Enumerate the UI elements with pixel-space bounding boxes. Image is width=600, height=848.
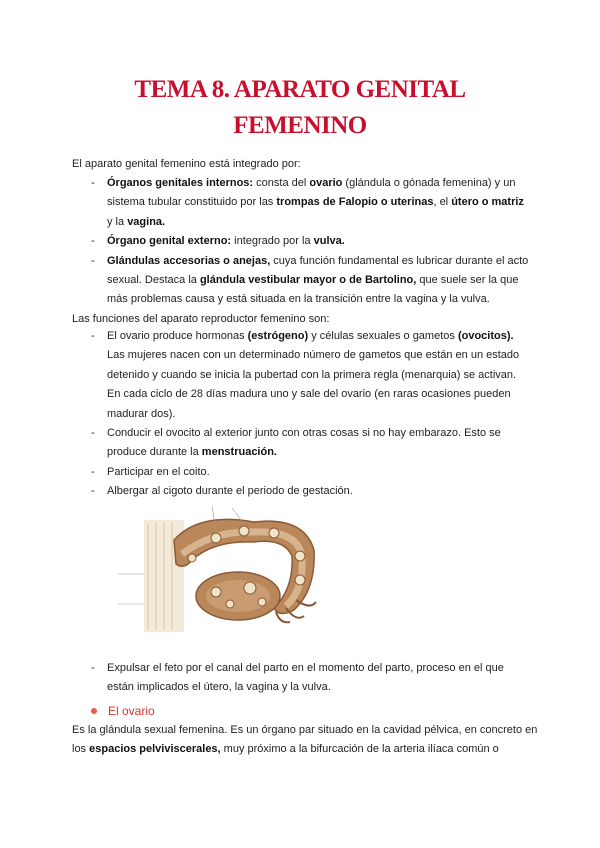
ovocyte: [295, 551, 305, 561]
list-item: - Órganos genitales internos: consta del ovario (glándula o gónada femenina) y un sistema tubular constituido por las trompas de Falopio o uterinas, el útero o matriz y la vagina.: [72, 174, 532, 232]
dash-bullet: -: [91, 330, 95, 342]
follicle: [211, 587, 221, 597]
functions-intro: Las funciones del aparato reproductor femenino son:: [72, 313, 330, 325]
section-paragraph: Es la glándula sexual femenina. Es un órgano par situado en la cavidad pélvica, en concreto en los espacios pelviviscerales, muy próximo a la bifurcación de la arteria ilíaca común o: [72, 724, 538, 756]
ovocyte: [295, 575, 305, 585]
bullet-dot-icon: [91, 708, 97, 714]
ovocyte: [269, 528, 279, 538]
dash-bullet: -: [91, 465, 95, 478]
list-item: - Glándulas accesorias o anejas, cuya función fundamental es lubricar durante el acto sexual. Destaca la glándula vestibular mayor o de Bartolino, que suele ser la que más problemas causa y está situada en la transición entre la vagina y la vulva.: [72, 252, 532, 310]
ovary-tube-illustration: [104, 500, 336, 632]
list-item: - Albergar al cigoto durante el periodo de gestación.: [72, 482, 532, 501]
dash-bullet: -: [91, 485, 95, 498]
list-item: - Órgano genital externo: integrado por la vulva.: [72, 232, 532, 251]
list-item: - Expulsar el feto por el canal del parto en el momento del parto, proceso en el que están implicados el útero, la vagina y la vulva.: [72, 659, 532, 698]
organs-list: [72, 174, 532, 310]
section-heading: El ovario: [91, 702, 155, 720]
ovocyte: [239, 526, 249, 536]
dash-bullet: -: [91, 662, 95, 674]
functions-list: [72, 327, 532, 502]
list-item: - Participar en el coito.: [72, 463, 532, 482]
dash-bullet: -: [91, 235, 95, 248]
functions-list-cont: [72, 659, 532, 698]
follicle: [258, 598, 266, 606]
intro-paragraph: El aparato genital femenino está integrado por:: [72, 158, 301, 170]
list-item: - Conducir el ovocito al exterior junto con otras cosas si no hay embarazo. Esto se produce durante la menstruación.: [72, 424, 532, 463]
ovocyte: [188, 554, 196, 562]
dash-bullet: -: [91, 254, 95, 267]
ovocyte: [211, 533, 221, 543]
list-item: - El ovario produce hormonas (estrógeno) y células sexuales o gametos (ovocitos). Las mujeres nacen con un determinado número de gametos que están en un estado detenido y cuando se inicia la pubertad con la primera regla (menarquia) se activan. En cada ciclo de 28 días madura uno y sale del ovario (en raras ocasiones pueden madurar dos).: [72, 327, 532, 424]
page-title-line1: TEMA 8. APARATO GENITAL: [134, 76, 466, 103]
page-title-line2: FEMENINO: [233, 112, 367, 139]
follicle: [244, 582, 256, 594]
dash-bullet: -: [91, 427, 95, 440]
dash-bullet: -: [91, 177, 95, 189]
follicle: [226, 600, 234, 608]
